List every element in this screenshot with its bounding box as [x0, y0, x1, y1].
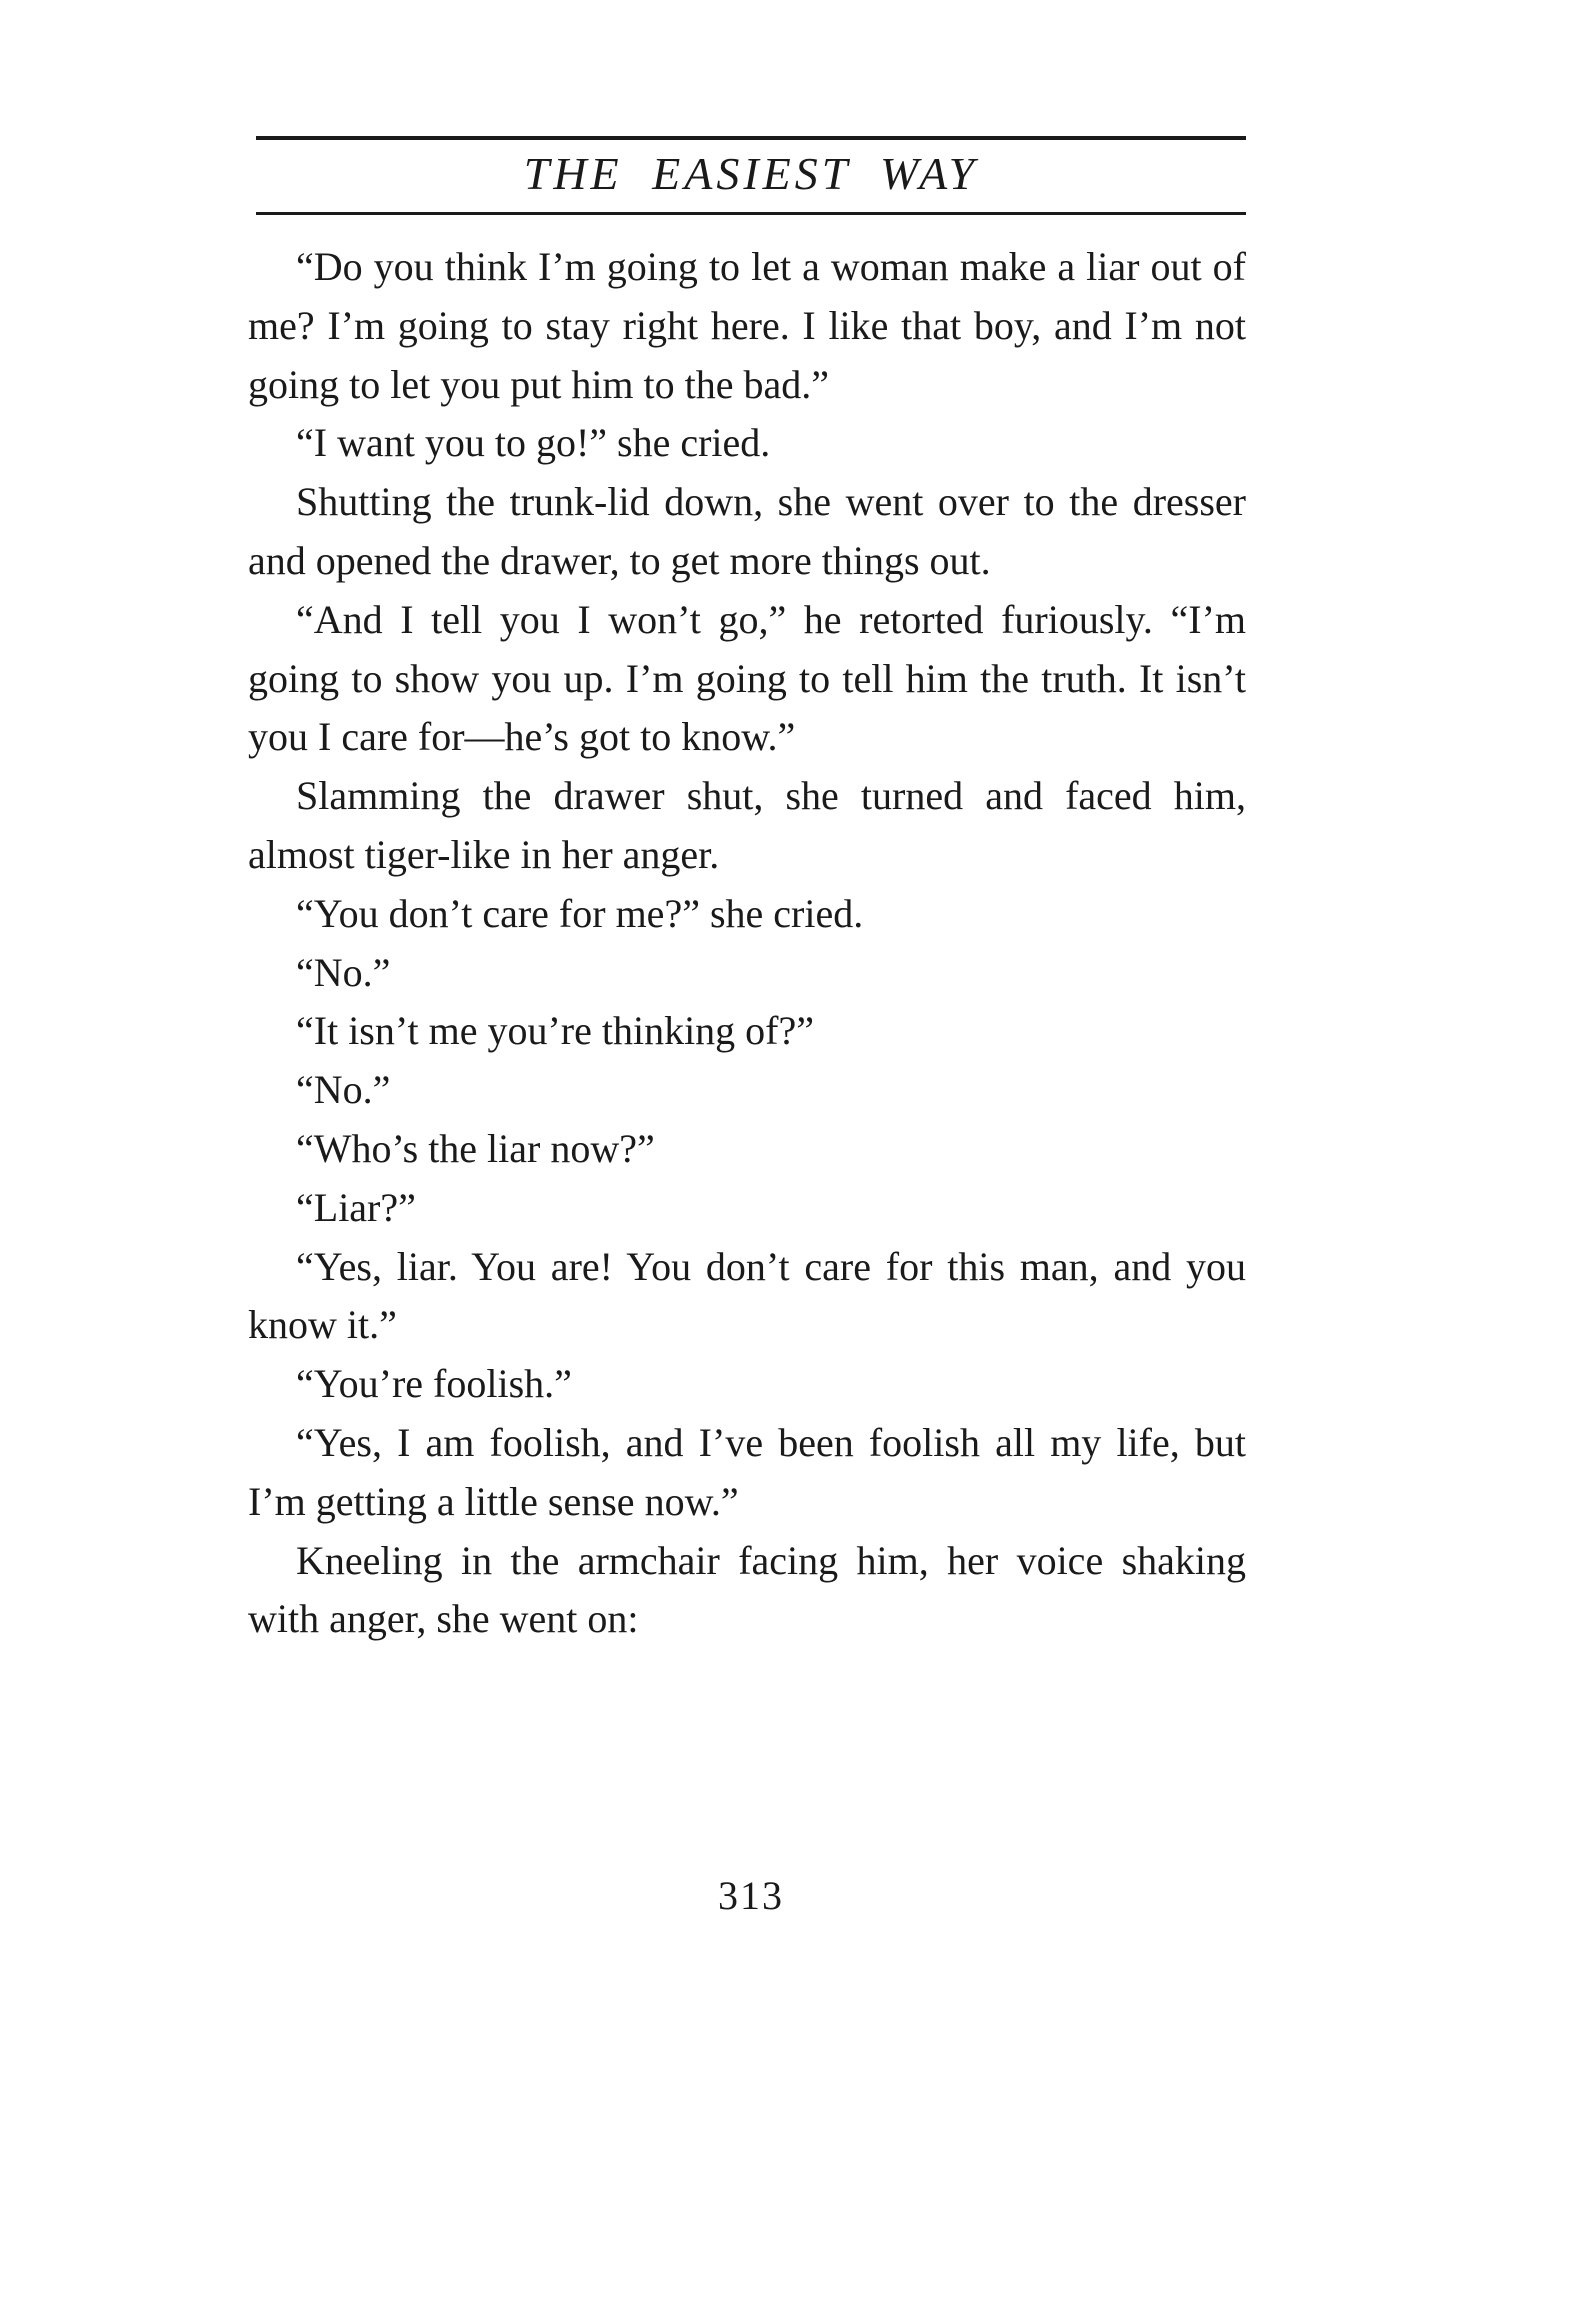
- page-number: 313: [718, 1873, 784, 1918]
- paragraph: “And I tell you I won’t go,” he retorted furiously. “I’m going to show you up. I’m going to tell him the truth. It isn’t you I care for—he’s got to know.”: [248, 596, 1246, 760]
- paragraph: “No.”: [296, 1067, 391, 1113]
- paragraph: “No.”: [296, 949, 391, 995]
- paragraph: “It isn’t me you’re thinking of?”: [296, 1008, 815, 1054]
- paragraph: Shutting the trunk-lid down, she went over to the dresser and opened the drawer, to get more things out.: [248, 479, 1246, 583]
- paragraph: “I want you to go!” she cried.: [296, 420, 771, 466]
- paragraph: “Yes, I am foolish, and I’ve been foolish all my life, but I’m getting a little sense now.”: [248, 1419, 1246, 1524]
- running-head: THE EASIEST WAY: [523, 148, 979, 199]
- paragraph: “Do you think I’m going to let a woman make a liar out of me? I’m going to stay right here. I like that boy, and I’m not going to let you put him to the bad.”: [248, 244, 1246, 407]
- paragraph: “You’re foolish.”: [296, 1361, 572, 1407]
- paragraph: “Liar?”: [296, 1184, 416, 1230]
- paragraph: Kneeling in the armchair facing him, her voice shaking with anger, she went on:: [248, 1537, 1246, 1642]
- header-rule-bottom: [256, 212, 1246, 215]
- body-text: [248, 238, 1246, 1649]
- paragraph: “Who’s the liar now?”: [296, 1125, 655, 1171]
- paragraph: “Yes, liar. You are! You don’t care for this man, and you know it.”: [248, 1243, 1246, 1348]
- paragraph: Slamming the drawer shut, she turned and faced him, almost tiger-like in her anger.: [248, 773, 1246, 877]
- paragraph: “You don’t care for me?” she cried.: [296, 890, 864, 936]
